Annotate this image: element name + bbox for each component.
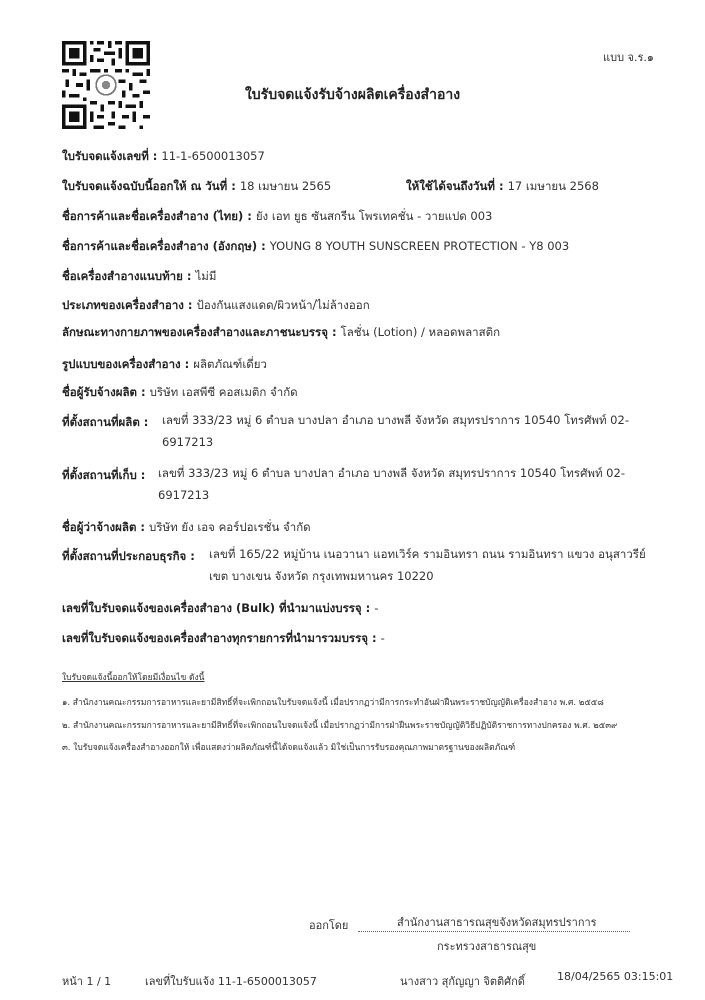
conditions-heading: ใบรับจดแจ้งนี้ออกให้โดยมีเงื่อนไข ดังนี้ — [62, 673, 205, 683]
pack-number-row — [62, 630, 385, 648]
cosmetic-type-row — [62, 297, 370, 315]
name-th-row — [62, 208, 492, 226]
cosmetic-type-value: ป้องกันแสงแดด/ผิวหน้า/ไม่ล้างออก — [196, 298, 370, 312]
field-label: ชื่อการค้าและชื่อเครื่องสำอาง (ไทย) : — [62, 209, 252, 223]
field-label: ชื่อผู้ว่าจ้างผลิต : — [62, 520, 146, 534]
field-label: ที่ตั้งสถานที่ผลิต : — [62, 415, 149, 429]
ministry-name: กระทรวงสาธารณสุข — [437, 940, 537, 953]
condition-item-2: ๒. สำนักงานคณะกรรมการอาหารและยามีสิทธิ์ที่จะเพิกถอนใบจดแจ้งนี้ เมื่อปรากฏว่ามีการฝ่าฝืนพระราชบัญญัติวิธีปฏิบัติราชการทางปกครอง พ.ศ. ๒๕๓๙ — [62, 721, 618, 731]
print-timestamp: 18/04/2565 03:15:01 — [557, 970, 674, 983]
page-number: หน้า 1 / 1 — [62, 975, 112, 988]
field-label: ลักษณะทางกายภาพของเครื่องสำอางและภาชนะบรรจุ : — [62, 325, 337, 339]
storage-location-value: เลขที่ 333/23 หมู่ 6 ตำบล บางปลา อำเภอ บางพลี จังหวัด สมุทรปราการ 10540 โทรศัพท์ 02-6917213 — [158, 466, 625, 502]
form-code: แบบ จ.ร.๑ — [603, 51, 654, 64]
field-label: รูปแบบของเครื่องสำอาง : — [62, 357, 190, 371]
footer-reference: เลขที่ใบรับแจ้ง 11-1-6500013057 — [145, 975, 317, 988]
physical-form-value: โลชั่น (Lotion) / หลอดพลาสติก — [340, 325, 501, 339]
pack-number-value: - — [380, 631, 385, 645]
manufacturer-value: บริษัท เอสพีซี คอสเมติก จำกัด — [149, 385, 298, 399]
field-label: ให้ใช้ได้จนถึงวันที่ : — [406, 179, 504, 193]
field-label: ที่ตั้งสถานที่ประกอบธุรกิจ : — [62, 549, 195, 563]
condition-item-3: ๓. ใบรับจดแจ้งเครื่องสำอางออกให้ เพื่อแสดงว่าผลิตภัณฑ์นี้ได้จดแจ้งแล้ว มิใช่เป็นการรับรองคุณภาพมาตรฐานของผลิตภัณฑ์ — [62, 743, 516, 753]
valid-until-row — [406, 178, 599, 196]
name-en-value: YOUNG 8 YOUTH SUNSCREEN PROTECTION - Y8 003 — [269, 239, 570, 253]
physical-form-row — [62, 324, 500, 342]
field-label: ใบรับจดแจ้งเลขที่ : — [62, 149, 158, 163]
field-label: ชื่อการค้าและชื่อเครื่องสำอาง (อังกฤษ) : — [62, 239, 266, 253]
page-title: ใบรับจดแจ้งรับจ้างผลิตเครื่องสำอาง — [244, 87, 461, 103]
issue-date-value: 18 เมษายน 2565 — [239, 179, 332, 193]
issued-by-label: ออกโดย — [309, 919, 349, 932]
business-location-label-row — [62, 548, 195, 566]
notification-number-row — [62, 148, 265, 166]
name-th-value: ยัง เอท ยูธ ซันสกรีน โพรเทคชั่น - วายแปด 003 — [255, 209, 493, 223]
condition-item-1: ๑. สำนักงานคณะกรรมการอาหารและยามีสิทธิ์ที่จะเพิกถอนใบรับจดแจ้งนี้ เมื่อปรากฏว่ามีการกระทำอันฝ่าฝืนพระราชบัญญัติเครื่องสำอาง พ.ศ. ๒๕๕๘ — [62, 698, 604, 708]
bulk-number-value: - — [374, 601, 379, 615]
storage-location-label-row — [62, 467, 145, 485]
name-en-row — [62, 238, 569, 256]
business-location-value: เลขที่ 165/22 หมู่บ้าน เนอวานา แอทเวิร์ค รามอินทรา ถนน รามอินทรา แขวง อนุสาวรีย์ เขต บางเขน จังหวัด กรุงเทพมหานคร 10220 — [209, 547, 646, 583]
signature-line — [358, 931, 630, 932]
manufacturer-row — [62, 384, 298, 402]
issuing-office: สำนักงานสาธารณสุขจังหวัดสมุทรปราการ — [397, 916, 597, 929]
hirer-value: บริษัท ยัง เอจ คอร์ปอเรชั่น จำกัด — [149, 520, 311, 534]
issue-date-row — [62, 178, 331, 196]
attached-names-value: ไม่มี — [195, 269, 217, 283]
field-label: ประเภทของเครื่องสำอาง : — [62, 298, 193, 312]
officer-name: นางสาว สุกัญญา จิตติศักดิ์ — [400, 975, 525, 988]
attached-names-row — [62, 268, 216, 286]
factory-location-label-row — [62, 414, 148, 432]
factory-location-value: เลขที่ 333/23 หมู่ 6 ตำบล บางปลา อำเภอ บางพลี จังหวัด สมุทรปราการ 10540 โทรศัพท์ 02-6917213 — [162, 413, 629, 449]
field-label: ใบรับจดแจ้งฉบับนี้ออกให้ ณ วันที่ : — [62, 179, 236, 193]
field-label: เลขที่ใบรับจดแจ้งของเครื่องสำอางทุกรายการที่นำมารวมบรรจุ : — [62, 631, 377, 645]
hirer-row — [62, 519, 311, 537]
product-format-value: ผลิตภัณฑ์เดี่ยว — [193, 357, 267, 371]
field-label: ที่ตั้งสถานที่เก็บ : — [62, 468, 146, 482]
notification-number-value: 11-1-6500013057 — [161, 149, 265, 163]
field-label: เลขที่ใบรับจดแจ้งของเครื่องสำอาง (Bulk) ที่นำมาแบ่งบรรจุ : — [62, 601, 371, 615]
product-format-row — [62, 356, 267, 374]
field-label: ชื่อผู้รับจ้างผลิต : — [62, 385, 146, 399]
field-label: ชื่อเครื่องสำอางแนบท้าย : — [62, 269, 192, 283]
valid-until-value: 17 เมษายน 2568 — [507, 179, 599, 193]
bulk-number-row — [62, 600, 378, 618]
